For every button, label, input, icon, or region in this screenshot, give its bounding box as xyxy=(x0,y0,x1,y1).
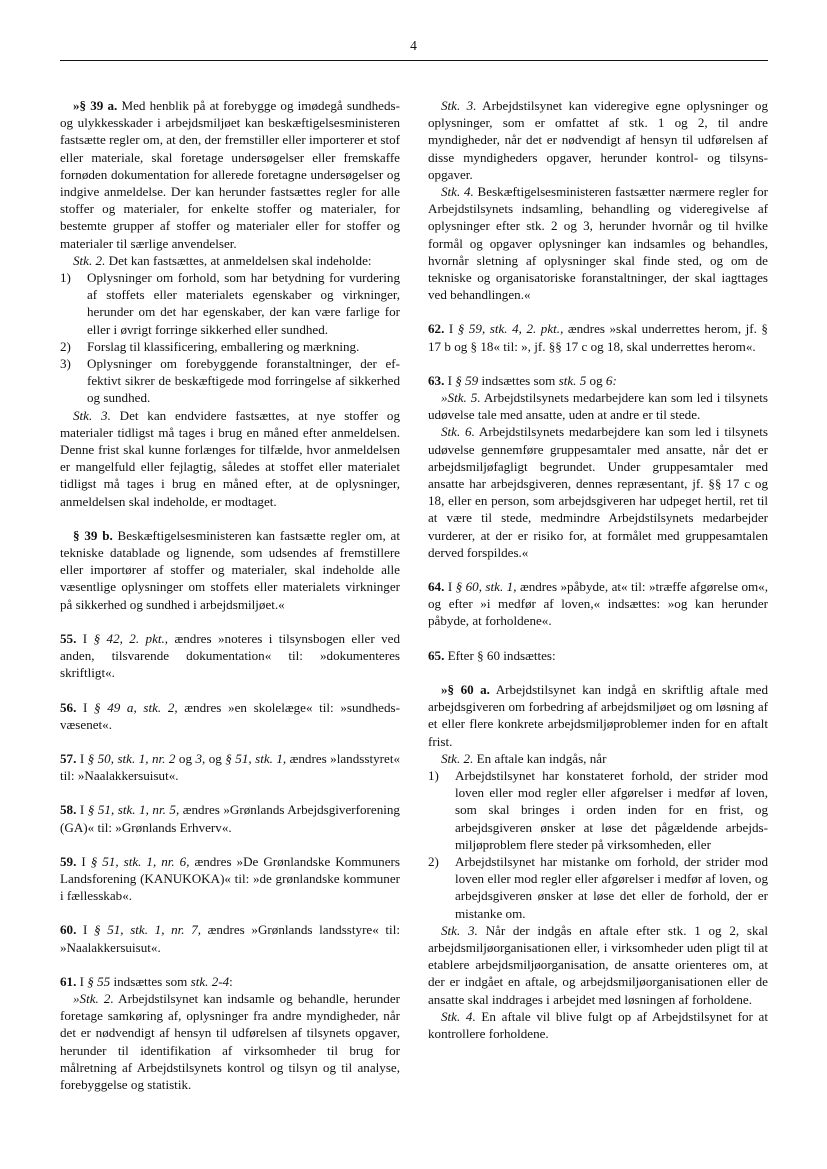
list-item xyxy=(60,355,400,407)
amendment-text: I xyxy=(444,579,456,595)
amendment-reference: § 49 a, stk. 2, xyxy=(94,699,178,715)
amendment-61-stk4 xyxy=(428,183,768,303)
amendment-number: 62. xyxy=(428,321,445,337)
list-item xyxy=(428,853,768,922)
header-rule xyxy=(60,60,768,61)
amendment-reference: § 59, stk. 4, 2. pkt., xyxy=(457,321,564,337)
section-60a-stk3 xyxy=(428,922,768,1008)
amendment-text: I xyxy=(76,973,88,989)
section-60a-mark: »§ 60 a. xyxy=(441,681,490,697)
amendment-text: og xyxy=(205,750,226,766)
stk-label: »Stk. 5. xyxy=(441,390,481,406)
amendment-text: I xyxy=(444,372,456,388)
stk-label: Stk. 3. xyxy=(73,407,111,423)
stk-label: Stk. 3. xyxy=(441,98,477,113)
amendment-text: ændres »skal underrettes herom, jf. § 17 b og § 18« til: », jf. §§ 17 c og 18, skal underrettes herom«. xyxy=(428,321,768,354)
amendment-63-stk6 xyxy=(428,423,768,561)
amendment-number: 63. xyxy=(428,372,445,388)
amendment-text: I xyxy=(76,750,88,766)
amendment-number: 57. xyxy=(60,750,77,766)
amendment-reference: stk. 5 xyxy=(558,372,587,388)
list-text: Forslag til klassificering, emballering og mærkning. xyxy=(87,338,360,354)
amendment-number: 55. xyxy=(60,630,77,646)
section-60a-stk4 xyxy=(428,1008,768,1042)
stk-text: Det kan fastsættes, at anmeldelsen skal indeholde: xyxy=(105,252,372,268)
amendment-number: 65. xyxy=(428,647,445,663)
stk-label: Stk. 2. xyxy=(73,252,106,268)
list-text: Oplysninger om forebyggende foranstaltninger, der effektivt sikrer de beskæftigede mod forringelse af sikkerhed og sundhed. xyxy=(87,356,400,406)
amendment-text: indsættes som xyxy=(110,973,191,989)
amendment-text: ændres »Grønlands landsstyre« til: »Naalakkersuisut«. xyxy=(60,922,400,955)
section-39b-text: Beskæftigelsesministeren kan fastsætte regler om, at tekniske datablade og lignende, som udsendes af fremstillere eller importører af stoffer og materialer, skal indeholde alle væsentlige oplysninger om stoffets eller materialets virkninger på sikkerhed og sundhed i arbejdsmiljøet.« xyxy=(60,527,400,612)
amendment-text: ændres »en skolelæge« til: »sundhedsvæsenet«. xyxy=(60,699,400,732)
stk-label: Stk. 2. xyxy=(441,750,474,766)
amendment-59 xyxy=(60,853,400,905)
list-text: Arbejdstilsynet har konstateret forhold, der strider mod loven eller mod regler eller afgørelser i medfør af loven, som skal bringes i orden inden for en frist, og arbejdsgiveren ønsker at løse det pågældende arbejdsmiljøproblem flere steder på virksomheden, eller xyxy=(455,767,768,852)
section-60a-stk2 xyxy=(428,750,768,767)
amendment-64 xyxy=(428,578,768,630)
amendment-number: 59. xyxy=(60,853,77,869)
stk-label: Stk. 6. xyxy=(441,424,475,440)
stk-label: Stk. 4. xyxy=(441,184,474,200)
stk-text: Arbejdstilsynets medarbejdere kan som led i tilsynets udøvelse gennemføre gruppesamtaler med ansatte, når det er arbejdsmiljøfagligt begrundet. Under gruppesamtaler med ansatte har arbejdsgiveren, dennes repræsentant, jf. §§ 17 c og 18, eller en person, som arbejdsgiveren har udpeget hertil, ret til at være til stede, medmindre Arbejdstilsynets medarbejder vurderer, at der er risiko for, at formålet med gruppesamtalen derved forspildes.« xyxy=(428,424,768,560)
stk-text: Arbejdstilsynet kan indsamle og behandle, herunder foretage samkøring af, oplysninger fra andre myndigheder, når det er nødvendigt af hensyn til udførelsen af tilsynets opgaver, herunder til identifikation af virksomheder til brug for målretning af Arbejdstilsynets kontrol og tilsyn og til analyse, forebyggelse og statistik. xyxy=(60,990,400,1092)
amendment-65 xyxy=(428,647,768,664)
amendment-61-stk3 xyxy=(428,97,768,183)
section-39a-mark: »§ 39 a. xyxy=(73,98,118,113)
amendment-number: 60. xyxy=(60,922,77,938)
amendment-text: I xyxy=(76,853,91,869)
amendment-reference: 6: xyxy=(605,372,617,388)
amendment-reference: § 59 xyxy=(455,372,479,388)
amendment-text: ændres »De Grønlandske Kommuners Landsforening (KANUKOKA)« til: »de grønlandske kommuner i fællesskab«. xyxy=(60,853,400,904)
amendment-reference: § 60, stk. 1, xyxy=(455,579,517,595)
section-39a-stk2 xyxy=(60,252,400,269)
amendment-text: ændres »landsstyret« til: »Naalakkersuisut«. xyxy=(60,750,401,784)
amendment-text: ændres »Grønlands Arbejdsgiverforening (GA)« til: »Grønlands Erhverv«. xyxy=(60,802,400,835)
list-item xyxy=(428,767,768,853)
amendment-reference: § 50, stk. 1, nr. 2 xyxy=(87,750,176,766)
list-text: Oplysninger om forhold, som har betydning for vurdering af stoffets eller materialets egenskaber og virkninger, herunder om det har egenskaber, der kan være farlige for eller i øvrigt forringe sikkerhed eller sundhed. xyxy=(87,270,400,337)
list-item xyxy=(60,269,400,338)
amendment-number: 64. xyxy=(428,579,445,595)
amendment-text: I xyxy=(444,321,458,337)
amendment-63-stk5 xyxy=(428,389,768,423)
amendment-58 xyxy=(60,801,400,835)
amendment-number: 56. xyxy=(60,699,77,715)
stk-label: Stk. 3. xyxy=(441,922,478,938)
amendment-55 xyxy=(60,630,400,682)
amendment-text: ændres »noteres i tilsynsbogen eller ved anden, tilsvarende dokumentation« til: »dokumenteres skriftligt«. xyxy=(60,630,400,681)
amendment-60 xyxy=(60,921,400,955)
amendment-63 xyxy=(428,372,768,389)
amendment-number: 58. xyxy=(60,802,77,818)
list-number: 2) xyxy=(60,338,71,354)
right-column xyxy=(428,97,768,1042)
stk-text: Arbejdstilsynet kan videregive egne oplysninger og oplysninger, som er omfattet af stk. 1 og 2, til andre myndigheder, når det er nødvendigt af hensyn til udførelsen af disse myndigheders opgaver, herunder kontrol- og tilsynsopgaver. xyxy=(428,98,768,182)
stk-label: Stk. 4. xyxy=(441,1008,476,1024)
stk-text: Det kan endvidere fastsættes, at nye stoffer og materialer tidligst må tages i brug en måned efter anmeldelsen. Denne frist skal kunne forlænges for tilfælde, hvor anmeldelsen er mangelfuld eller fejlagtig, således at stoffet eller materialet tidligst må tages i brug en måned efter, at de oplysninger, anmeldelsen skal indeholde, er modtaget. xyxy=(60,407,400,509)
amendment-number: 61. xyxy=(60,973,77,989)
list-item xyxy=(60,338,400,355)
section-39b xyxy=(60,527,400,613)
section-39a xyxy=(60,97,400,252)
list-text: Arbejdstilsynet har mistanke om forhold, der strider mod loven eller mod regler eller afgørelser i medfør af loven, og arbejdsgiveren ønsker at løse det eller de forhold, der er mistanke om. xyxy=(455,853,768,921)
section-39a-stk3 xyxy=(60,407,400,510)
amendment-reference: § 42, 2. pkt., xyxy=(93,630,169,646)
amendment-57 xyxy=(60,750,400,784)
amendment-text: I xyxy=(76,802,88,818)
page-number: 4 xyxy=(410,38,417,53)
amendment-text: indsættes som xyxy=(478,372,559,388)
amendment-text: I xyxy=(76,699,95,715)
amendment-text: og xyxy=(586,372,606,388)
amendment-reference: stk. 2-4 xyxy=(190,973,230,989)
amendment-reference: § 51, stk. 1, nr. 6, xyxy=(90,853,190,869)
amendment-text: I xyxy=(76,630,94,646)
stk-text: En aftale vil blive fulgt op af Arbejdstilsynet for at kontrollere forholdene. xyxy=(428,1008,768,1041)
section-60a-text: Arbejdstilsynet kan indgå en skriftlig aftale med arbejdsgiveren om forbedring af arbejdsmiljøet og om løsning af et eller flere konkrete arbejdsmiljøproblemer inden for en aftalt frist. xyxy=(428,681,768,749)
amendment-61 xyxy=(60,973,400,990)
amendment-text: og xyxy=(175,750,196,766)
section-60a xyxy=(428,681,768,750)
amendment-reference: § 51, stk. 1, nr. 5, xyxy=(87,802,180,818)
amendment-text: I xyxy=(76,922,95,938)
amendment-text: Efter § 60 indsættes: xyxy=(444,647,556,663)
amendment-reference: § 55 xyxy=(87,973,111,989)
amendment-reference: 3, xyxy=(195,750,206,766)
amendment-56 xyxy=(60,699,400,733)
stk-text: En aftale kan indgås, når xyxy=(473,750,607,766)
section-39b-mark: § 39 b. xyxy=(73,527,113,543)
section-39a-text: Med henblik på at forebygge og imødegå sundheds- og ulykkesskader i arbejdsmiljøet kan beskæftigelsesministeren fastsætte regler om, at den, der fremstiller eller importerer et stof eller materiale, skal foretage undersøgelser eller fremskaffe fornøden dokumentation for allerede foretagne undersøgelser og indgive anmeldelse. Der kan herunder fastsættes regler for alle stoffer og materialer, for enkelte stoffer og materialer, for bestemte grupper af stoffer og materialer eller for stoffer og materialer til særlige anvendelser. xyxy=(60,98,400,251)
list-number: 2) xyxy=(428,853,439,869)
stk-text: Beskæftigelsesministeren fastsætter nærmere regler for Arbejdstilsynets indsamling, behandling og videregivelse af oplysninger efter stk. 2 og 3, herunder hvornår og til hvilke formål og opgaver oplysninger kan indsamles og behandles, hvornår sletning af oplysninger skal finde sted, og om de tekniske og organisatoriske foranstaltninger, der skal iagttages ved behandlingen.« xyxy=(428,184,768,303)
amendment-62 xyxy=(428,320,768,354)
amendment-text: : xyxy=(229,973,233,989)
list-number: 1) xyxy=(60,270,71,286)
amendment-61-stk2 xyxy=(60,990,400,1093)
stk-label: »Stk. 2. xyxy=(73,990,114,1006)
list-number: 1) xyxy=(428,767,439,783)
stk-text: Arbejdstilsynets medarbejdere kan som led i tilsynets udøvelse tale med ansatte, uden at andre er til stede. xyxy=(428,390,768,423)
amendment-reference: § 51, stk. 1, xyxy=(225,750,287,766)
list-number: 3) xyxy=(60,356,71,372)
amendment-reference: § 51, stk. 1, nr. 7, xyxy=(94,922,202,938)
left-column xyxy=(60,97,400,1093)
amendment-text: ændres »påbyde, at« til: »træffe afgørelse om«, og efter »i medfør af loven,« indsættes: »og kan herunder påbyde, at forholdene«. xyxy=(428,579,768,629)
stk-text: Når der indgås en aftale efter stk. 1 og 2, skal arbejdsmiljøorganisationen eller, i virksomheder uden pligt til at etablere arbejdsmiljøorganisation, de ansatte orienteres om, at der er indgået en aftale, og arbejdsmiljøorganisationen eller de ansatte skal inddrages i arbejdet med løsningen af forholdene. xyxy=(428,922,768,1007)
